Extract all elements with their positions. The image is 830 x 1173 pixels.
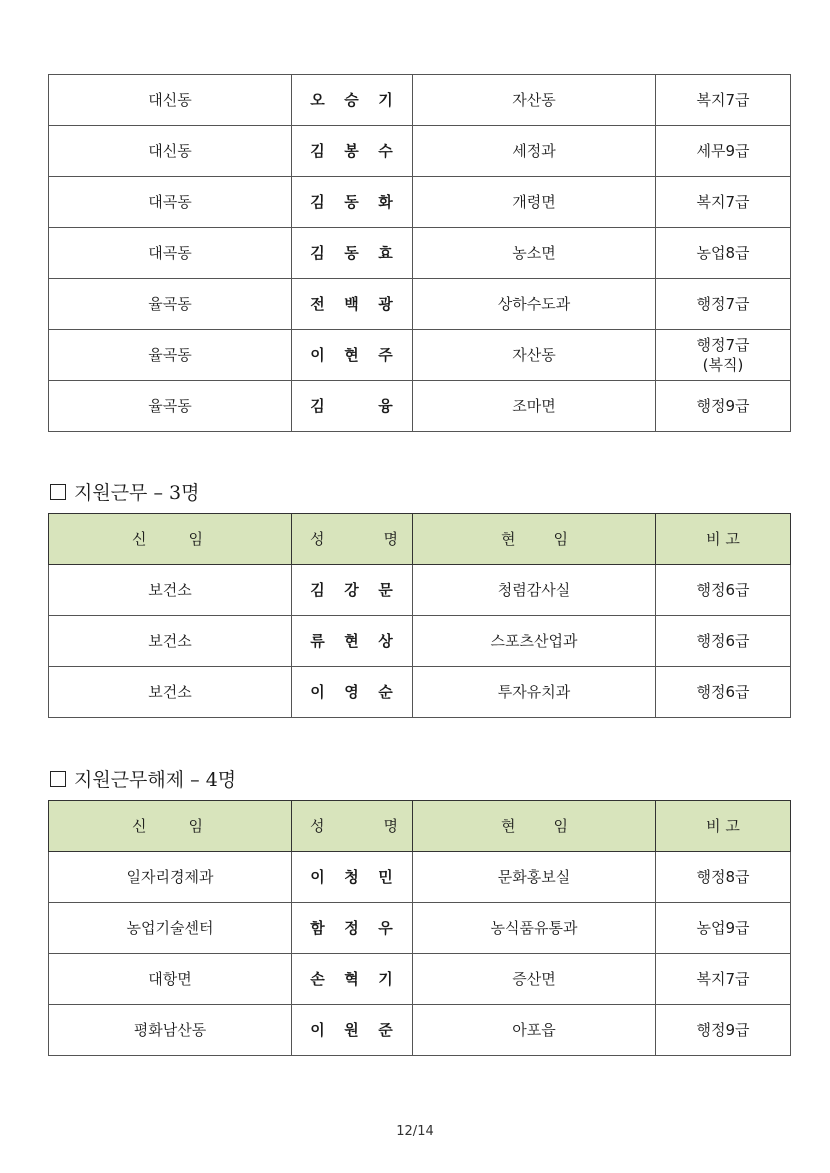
table-row — [49, 852, 791, 903]
cell-current-post: 농식품유통과 — [413, 903, 656, 954]
cell-name — [292, 852, 413, 903]
cell-note: 세무9급 — [656, 126, 791, 177]
cell-name — [292, 565, 413, 616]
cell-name — [292, 75, 413, 126]
cell-new-post: 율곡동 — [49, 330, 292, 381]
cell-name — [292, 177, 413, 228]
cell-note: 복지7급 — [656, 177, 791, 228]
name-char: 강 — [344, 581, 360, 599]
header-note: 비 고 — [656, 801, 791, 852]
cell-note: 행정6급 — [656, 616, 791, 667]
name-char: 봉 — [344, 142, 360, 160]
name-char: 김 — [310, 193, 326, 211]
name-char: 오 — [310, 91, 326, 109]
name-char: 동 — [344, 244, 360, 262]
cell-name — [292, 381, 413, 432]
cell-current-post: 자산동 — [413, 75, 656, 126]
cell-new-post: 일자리경제과 — [49, 852, 292, 903]
name-char: 상 — [378, 632, 394, 650]
cell-current-post: 개령면 — [413, 177, 656, 228]
cell-current-post: 자산동 — [413, 330, 656, 381]
name-char: 청 — [344, 868, 360, 886]
cell-note: 행정7급 (복직) — [656, 330, 791, 381]
name-char: 준 — [378, 1021, 394, 1039]
cell-name — [292, 667, 413, 718]
section-title-support — [50, 478, 199, 505]
cell-note: 복지7급 — [656, 954, 791, 1005]
cell-new-post: 대신동 — [49, 75, 292, 126]
header-name: 성 명 — [292, 801, 413, 852]
table-header-row — [49, 514, 791, 565]
cell-note: 행정6급 — [656, 565, 791, 616]
cell-current-post: 문화홍보실 — [413, 852, 656, 903]
table-row — [49, 75, 791, 126]
name-char: 융 — [378, 397, 394, 415]
cell-note: 행정9급 — [656, 381, 791, 432]
section-title-text: 지원근무해제 – 4명 — [74, 769, 237, 791]
cell-current-post: 세정과 — [413, 126, 656, 177]
table-row — [49, 1005, 791, 1056]
name-char — [342, 396, 362, 416]
table-row — [49, 954, 791, 1005]
cell-name — [292, 279, 413, 330]
cell-note: 농업8급 — [656, 228, 791, 279]
name-char: 백 — [344, 295, 360, 313]
cell-name — [292, 616, 413, 667]
cell-name — [292, 1005, 413, 1056]
name-char: 이 — [310, 346, 326, 364]
table-row — [49, 330, 791, 381]
cell-note: 행정7급 — [656, 279, 791, 330]
cell-new-post: 평화남산동 — [49, 1005, 292, 1056]
section-title-support-release — [50, 765, 236, 792]
name-char: 김 — [310, 397, 326, 415]
name-char: 김 — [310, 142, 326, 160]
name-char: 효 — [378, 244, 394, 262]
name-char: 광 — [378, 295, 394, 313]
header-current: 현 임 — [413, 514, 656, 565]
name-char: 김 — [310, 244, 326, 262]
cell-new-post: 보건소 — [49, 565, 292, 616]
table-row — [49, 667, 791, 718]
name-char: 전 — [310, 295, 326, 313]
name-char: 우 — [378, 919, 394, 937]
table-row — [49, 177, 791, 228]
name-char: 류 — [310, 632, 326, 650]
table-row — [49, 565, 791, 616]
checkbox-square-icon — [50, 484, 66, 500]
table-row — [49, 228, 791, 279]
cell-new-post: 율곡동 — [49, 279, 292, 330]
cell-new-post: 보건소 — [49, 616, 292, 667]
table-row — [49, 126, 791, 177]
table-row — [49, 381, 791, 432]
name-char: 기 — [378, 91, 394, 109]
checkbox-square-icon — [50, 771, 66, 787]
name-char: 이 — [310, 1021, 326, 1039]
name-char: 손 — [310, 970, 326, 988]
cell-current-post: 스포츠산업과 — [413, 616, 656, 667]
name-char: 이 — [310, 868, 326, 886]
name-char: 수 — [378, 142, 394, 160]
section-title-text: 지원근무 – 3명 — [74, 482, 200, 504]
cell-current-post: 농소면 — [413, 228, 656, 279]
name-char: 순 — [378, 683, 394, 701]
name-char: 현 — [344, 632, 360, 650]
cell-new-post: 보건소 — [49, 667, 292, 718]
name-char: 원 — [344, 1021, 360, 1039]
cell-note: 행정9급 — [656, 1005, 791, 1056]
name-char: 혁 — [344, 970, 360, 988]
cell-current-post: 아포읍 — [413, 1005, 656, 1056]
name-char: 이 — [310, 683, 326, 701]
table-header-row — [49, 801, 791, 852]
name-char: 동 — [344, 193, 360, 211]
name-char: 화 — [378, 193, 394, 211]
roster-table-support — [48, 513, 791, 718]
cell-current-post: 투자유치과 — [413, 667, 656, 718]
cell-new-post: 율곡동 — [49, 381, 292, 432]
table-row — [49, 616, 791, 667]
name-char: 민 — [378, 868, 394, 886]
cell-name — [292, 228, 413, 279]
header-name: 성 명 — [292, 514, 413, 565]
cell-current-post: 증산면 — [413, 954, 656, 1005]
cell-new-post: 대신동 — [49, 126, 292, 177]
name-char: 문 — [378, 581, 394, 599]
header-new-post: 신 임 — [49, 801, 292, 852]
table-row — [49, 279, 791, 330]
cell-name — [292, 126, 413, 177]
name-char: 현 — [344, 346, 360, 364]
header-new-post: 신 임 — [49, 514, 292, 565]
page-number: 12/14 — [396, 1124, 434, 1139]
cell-new-post: 대곡동 — [49, 177, 292, 228]
cell-note: 행정6급 — [656, 667, 791, 718]
name-char: 주 — [378, 346, 394, 364]
header-current: 현 임 — [413, 801, 656, 852]
cell-name — [292, 330, 413, 381]
roster-table-continued — [48, 74, 791, 432]
table-row — [49, 903, 791, 954]
cell-new-post: 대항면 — [49, 954, 292, 1005]
roster-table-support-release — [48, 800, 791, 1056]
header-note: 비 고 — [656, 514, 791, 565]
name-char: 승 — [344, 91, 360, 109]
name-char: 영 — [344, 683, 360, 701]
cell-current-post: 조마면 — [413, 381, 656, 432]
cell-name — [292, 954, 413, 1005]
cell-current-post: 상하수도과 — [413, 279, 656, 330]
cell-note: 행정8급 — [656, 852, 791, 903]
name-char: 김 — [310, 581, 326, 599]
name-char: 함 — [310, 919, 326, 937]
cell-current-post: 청렴감사실 — [413, 565, 656, 616]
cell-note: 농업9급 — [656, 903, 791, 954]
name-char: 기 — [378, 970, 394, 988]
name-char: 정 — [344, 919, 360, 937]
cell-new-post: 대곡동 — [49, 228, 292, 279]
cell-new-post: 농업기술센터 — [49, 903, 292, 954]
cell-note: 복지7급 — [656, 75, 791, 126]
cell-name — [292, 903, 413, 954]
